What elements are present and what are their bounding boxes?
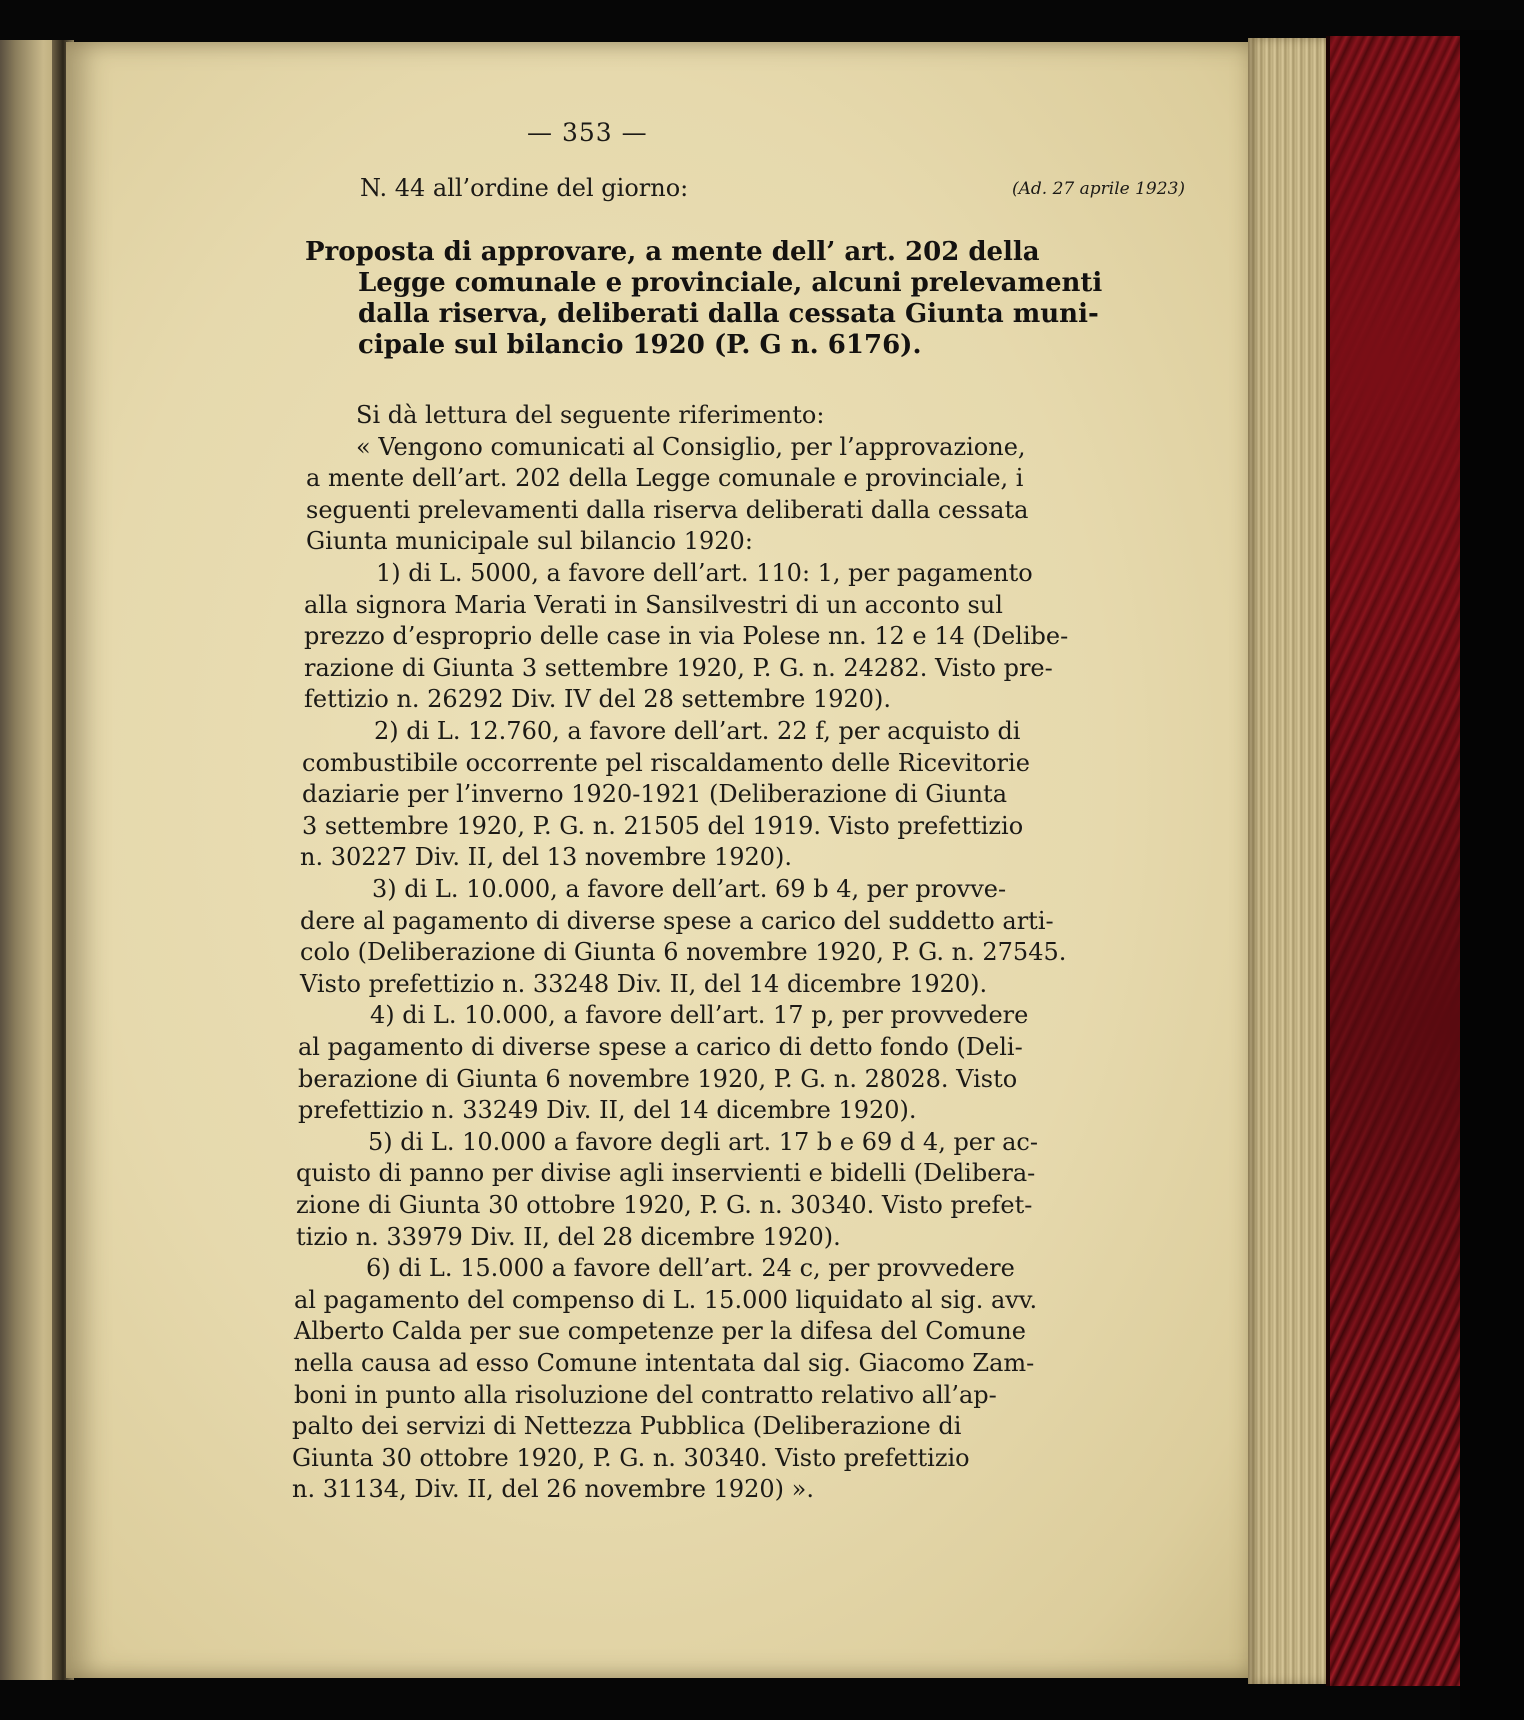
page-block-edge: [1248, 38, 1328, 1684]
heading-line: Legge comunale e provinciale, alcuni prelevamenti: [358, 268, 1103, 298]
heading-line: cipale sul bilancio 1920 (P. G n. 6176).: [358, 330, 922, 360]
text-line: alla signora Maria Verati in Sansilvestri di un acconto sul: [304, 591, 1003, 619]
text-line: daziarie per l’inverno 1920-1921 (Deliberazione di Giunta: [302, 780, 1007, 808]
text-line: 3 settembre 1920, P. G. n. 21505 del 1919. Visto prefettizio: [302, 812, 1024, 840]
text-line: 3) di L. 10.000, a favore dell’art. 69 b 4, per provve-: [372, 875, 1007, 903]
text-line: « Vengono comunicati al Consiglio, per l’approvazione,: [356, 433, 1026, 461]
text-line: n. 30227 Div. II, del 13 novembre 1920).: [300, 843, 792, 871]
text-line: Visto prefettizio n. 33248 Div. II, del 14 dicembre 1920).: [300, 970, 988, 998]
text-line: 1) di L. 5000, a favore dell’art. 110: 1, per pagamento: [376, 559, 1033, 587]
text-line: n. 31134, Div. II, del 26 novembre 1920) ».: [292, 1475, 814, 1503]
text-line: 2) di L. 12.760, a favore dell’art. 22 f, per acquisto di: [374, 717, 1021, 745]
text-line: berazione di Giunta 6 novembre 1920, P. G. n. 28028. Visto: [298, 1065, 1018, 1093]
text-line: tizio n. 33979 Div. II, del 28 dicembre 1920).: [296, 1223, 841, 1251]
text-line: prefettizio n. 33249 Div. II, del 14 dicembre 1920).: [298, 1096, 917, 1124]
text-line: Giunta 30 ottobre 1920, P. G. n. 30340. Visto prefettizio: [292, 1444, 970, 1472]
text-line: fettizio n. 26292 Div. IV del 28 settembre 1920).: [304, 685, 892, 713]
background-shadow: [1460, 30, 1524, 1720]
text-line: a mente dell’art. 202 della Legge comunale e provinciale, i: [306, 464, 1024, 492]
text-line: Si dà lettura del seguente riferimento:: [356, 401, 825, 429]
text-line: Alberto Calda per sue competenze per la difesa del Comune: [294, 1317, 1026, 1345]
text-line: dere al pagamento di diverse spese a carico del suddetto arti-: [300, 907, 1054, 935]
heading-line: Proposta di approvare, a mente dell’ art. 202 della: [305, 237, 1040, 267]
text-line: 5) di L. 10.000 a favore degli art. 17 b e 69 d 4, per ac-: [368, 1128, 1038, 1156]
text-line: seguenti prelevamenti dalla riserva deliberati dalla cessata: [306, 496, 1029, 524]
text-line: zione di Giunta 30 ottobre 1920, P. G. n. 30340. Visto prefet-: [296, 1191, 1033, 1219]
text-line: 6) di L. 15.000 a favore dell’art. 24 c, per provvedere: [366, 1254, 1015, 1282]
session-reference: (Ad. 27 aprile 1923): [1012, 179, 1186, 199]
page-number: — 353 —: [527, 118, 648, 147]
heading-line: dalla riserva, deliberati dalla cessata Giunta muni-: [358, 299, 1099, 329]
text-line: Giunta municipale sul bilancio 1920:: [306, 527, 753, 555]
text-line: al pagamento del compenso di L. 15.000 liquidato al sig. avv.: [294, 1286, 1038, 1314]
text-line: razione di Giunta 3 settembre 1920, P. G. n. 24282. Visto pre-: [304, 654, 1053, 682]
text-line: quisto di panno per divise agli inservienti e bidelli (Delibera-: [296, 1159, 1036, 1187]
text-line: al pagamento di diverse spese a carico di detto fondo (Deli-: [298, 1033, 1023, 1061]
text-line: colo (Deliberazione di Giunta 6 novembre 1920, P. G. n. 27545.: [300, 938, 1067, 966]
text-line: 4) di L. 10.000, a favore dell’art. 17 p, per provvedere: [370, 1001, 1029, 1029]
text-line: prezzo d’esproprio delle case in via Polese nn. 12 e 14 (Delibe-: [304, 622, 1069, 650]
text-line: nella causa ad esso Comune intentata dal sig. Giacomo Zam-: [294, 1349, 1035, 1377]
text-line: combustibile occorrente pel riscaldamento delle Ricevitorie: [302, 749, 1030, 777]
text-line: boni in punto alla risoluzione del contratto relativo all’ap-: [294, 1381, 997, 1409]
text-line: palto dei servizi di Nettezza Pubblica (Deliberazione di: [292, 1412, 962, 1440]
agenda-item: N. 44 all’ordine del giorno:: [360, 174, 689, 202]
